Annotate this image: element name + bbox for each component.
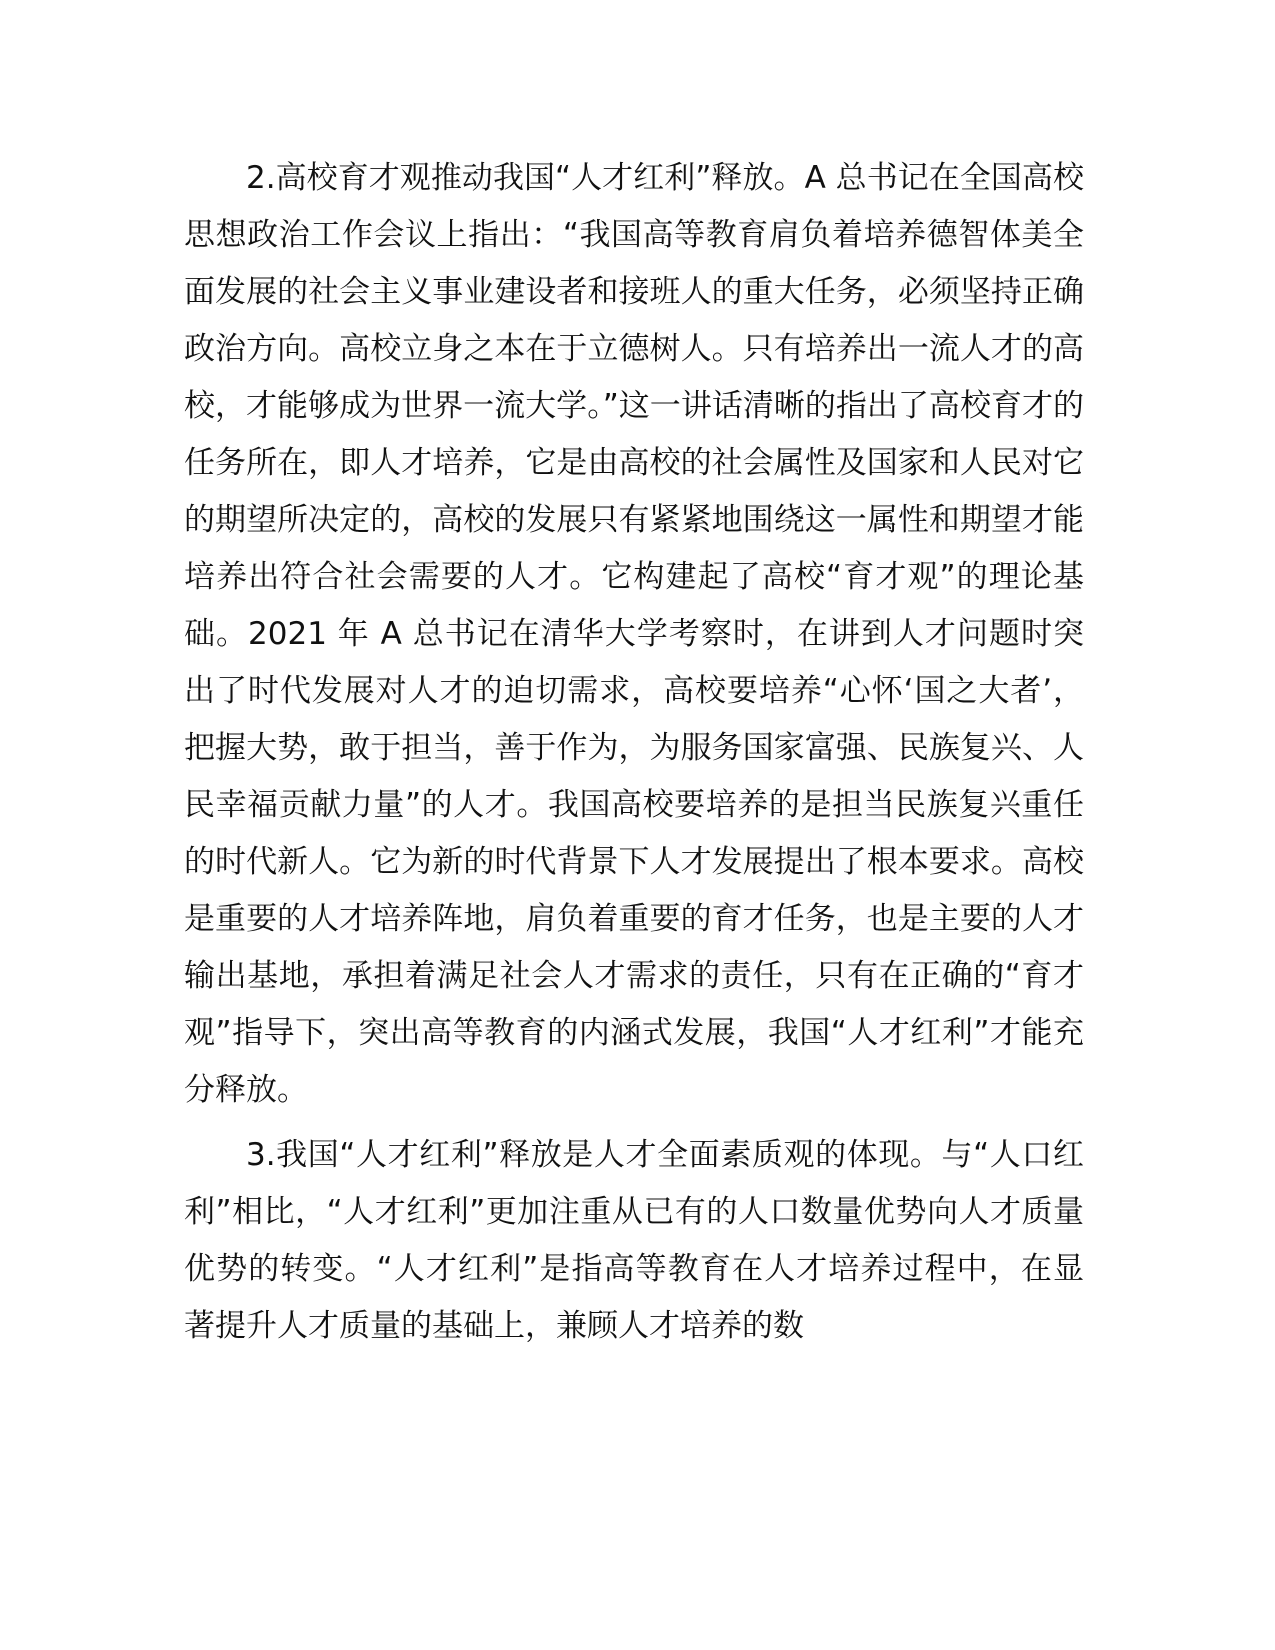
paragraph-talent-cultivation-view: 2.高校育才观推动我国“人才红利”释放。A 总书记在全国高校思想政治工作会议上指出：“我国高等教育肩负着培养德智体美全面发展的社会主义事业建设者和接班人的重大任务，必须坚持正确政治方向。高校立身之本在于立德树人。只有培养出一流人才的高校，才能够成为世界一流大学。”这一讲话清晰的指出了高校育才的任务所在，即人才培养，它是由高校的社会属性及国家和人民对它的期望所决定的，高校的发展只有紧紧地围绕这一属性和期望才能培养出符合社会需要的人才。它构建起了高校“育才观”的理论基础。2021 年 A 总书记在清华大学考察时，在讲到人才问题时突出了时代发展对人才的迫切需求，高校要培养“心怀‘国之大者’，把握大势，敢于担当，善于作为，为服务国家富强、民族复兴、人民幸福贡献力量”的人才。我国高校要培养的是担当民族复兴重任的时代新人。它为新的时代背景下人才发展提出了根本要求。高校是重要的人才培养阵地，肩负着重要的育才任务，也是主要的人才输出基地，承担着满足社会人才需求的责任，只有在正确的“育才观”指导下，突出高等教育的内涵式发展，我国“人才红利”才能充分释放。 (184, 160, 1084, 1108)
paragraph-talent-quality-view: 3.我国“人才红利”释放是人才全面素质观的体现。与“人口红利”相比，“人才红利”更加注重从已有的人口数量优势向人才质量优势的转变。“人才红利”是指高等教育在人才培养过程中，在显著提升人才质量的基础上，兼顾人才培养的数 (184, 1137, 1084, 1344)
document-body (184, 150, 1084, 1363)
